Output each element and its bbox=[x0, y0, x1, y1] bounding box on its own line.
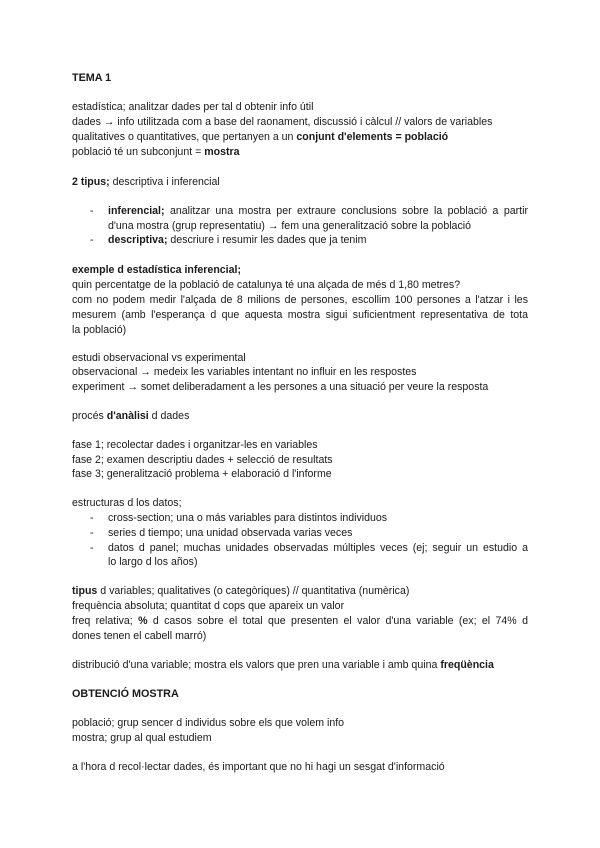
descriptive-term: descriptiva; bbox=[108, 234, 168, 246]
intro-line-4 bbox=[72, 145, 240, 159]
frequency-term: freqüència bbox=[440, 659, 494, 671]
inferential-text: analitzar una mostra per extraure conclusions sobre la població a partir bbox=[164, 205, 528, 217]
inferential-item bbox=[108, 204, 528, 218]
analysis-term: d'anàlisi bbox=[106, 410, 149, 422]
variables-line-1 bbox=[72, 584, 409, 598]
bullet-marker: - bbox=[90, 205, 94, 217]
variables-line-3 bbox=[72, 614, 528, 628]
example-heading: exemple d estadística inferencial; bbox=[72, 264, 241, 276]
distribution-text: distribució d'una variable; mostra els valors que pren una variable i amb quina bbox=[72, 659, 441, 671]
intro-line-2: dades → info utilitzada com a base del raonament, discussió i càlcul // valors de variables bbox=[72, 116, 493, 128]
bullet-marker: - bbox=[90, 234, 94, 246]
page-title: TEMA 1 bbox=[72, 72, 112, 84]
bullet-marker: - bbox=[90, 542, 94, 554]
structure-item-3: datos d panel; muchas unidades observadas múltiples veces (ej; seguir un estudio a bbox=[108, 542, 528, 554]
inferential-item-line-2: d'una mostra (grup representatiu) → fem una generalització sobre la població bbox=[108, 220, 471, 232]
sample-line-3: a l'hora d recol·lectar dades, és important que no hi hagi un sesgat d'informació bbox=[72, 761, 445, 773]
process-text-c: d dades bbox=[148, 410, 190, 422]
descriptive-item bbox=[108, 233, 366, 247]
distribution-line bbox=[72, 658, 494, 672]
types-heading-bold: 2 tipus; bbox=[72, 176, 110, 188]
intro-line-3 bbox=[72, 130, 448, 144]
sample-line-2: mostra; grup al qual estudiem bbox=[72, 732, 212, 744]
relative-freq-label: freq relativa; bbox=[72, 615, 139, 627]
example-line-2: com no podem medir l'alçada de 8 milions de persones, escollim 100 persones a l'atzar i les bbox=[72, 294, 528, 306]
process-line bbox=[72, 409, 189, 423]
percent-symbol: % bbox=[138, 615, 148, 627]
inferential-term: inferencial; bbox=[108, 205, 165, 217]
structure-item-2: series d tiempo; una unidad observada varias veces bbox=[108, 527, 353, 539]
sample-heading: OBTENCIÓ MOSTRA bbox=[72, 688, 179, 700]
structures-heading: estructuras d los datos; bbox=[72, 497, 182, 509]
study-line-3: experiment → somet deliberadament a les persones a una situació per veure la resposta bbox=[72, 381, 489, 393]
example-line-3: mesurem (amb l'esperança d que aquesta mostra sigui suficientment representativa de tota bbox=[72, 309, 528, 321]
process-text-a: procés bbox=[72, 410, 107, 422]
structure-item-1: cross-section; una o más variables para distintos individuos bbox=[108, 512, 388, 524]
study-line-1: estudi observacional vs experimental bbox=[72, 352, 246, 364]
relative-freq-text: d casos sobre el total que presenten el valor d'una variable (ex; el 74% d bbox=[147, 615, 528, 627]
bullet-marker: - bbox=[90, 512, 94, 524]
bullet-marker: - bbox=[90, 527, 94, 539]
descriptive-text: descriure i resumir les dades que ja tenim bbox=[167, 234, 367, 246]
variables-line-2: frequència absoluta; quantitat d cops que apareix un valor bbox=[72, 600, 345, 612]
sample-line-1: població; grup sencer d individus sobre els que volem info bbox=[72, 717, 345, 729]
types-term: tipus bbox=[72, 585, 98, 597]
example-line-1: quin percentatge de la població de catalunya té una alçada de més d 1,80 metres? bbox=[72, 279, 461, 291]
types-heading-rest: descriptiva i inferencial bbox=[109, 176, 220, 188]
phase-2: fase 2; examen descriptiu dades + selecció de resultats bbox=[72, 454, 333, 466]
intro-line-1: estadística; analitzar dades per tal d obtenir info útil bbox=[72, 101, 314, 113]
study-line-2: observacional → medeix les variables intentant no influir en les respostes bbox=[72, 366, 417, 378]
phase-3: fase 3; generalització problema + elaboració d l'informe bbox=[72, 468, 332, 480]
sample-term: mostra bbox=[204, 146, 240, 158]
intro-line-4-text: població té un subconjunt = bbox=[72, 146, 205, 158]
intro-line-3-text: qualitatives o quantitatives, que pertanyen a un bbox=[72, 131, 297, 143]
variables-line-4: dones tenen el cabell marró) bbox=[72, 630, 207, 642]
structure-item-3-line-2: lo largo d los años) bbox=[108, 556, 198, 568]
population-definition: conjunt d'elements = població bbox=[296, 131, 449, 143]
variables-text: d variables; qualitatives (o categòriques) // quantitativa (numèrica) bbox=[97, 585, 410, 597]
example-line-4: la població) bbox=[72, 324, 127, 336]
phase-1: fase 1; recolectar dades i organitzar-les en variables bbox=[72, 439, 318, 451]
types-heading bbox=[72, 175, 220, 189]
